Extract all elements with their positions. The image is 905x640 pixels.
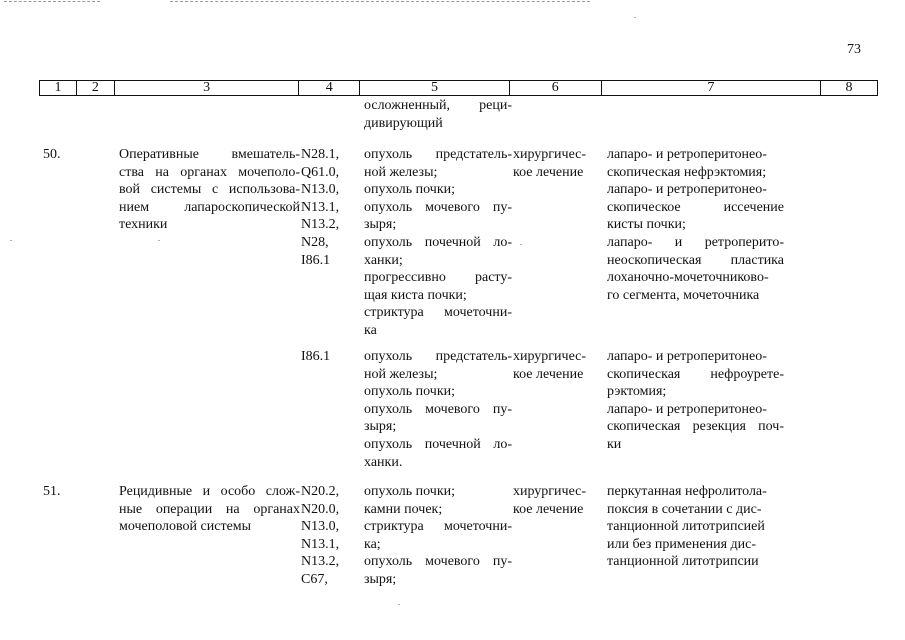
text-line: осложненный, реци- <box>364 98 512 113</box>
text-line: зыря; <box>364 571 397 587</box>
text-line: N20.2, <box>301 484 340 499</box>
scan-speck <box>158 240 160 241</box>
text-line: ка <box>364 322 377 338</box>
icd-codes <box>301 483 361 589</box>
text-line: скопическое иссечение <box>607 199 784 215</box>
scan-speck <box>634 17 636 18</box>
text-line: нием лапароскопической <box>119 199 300 215</box>
continuation-diagnoses <box>364 97 512 132</box>
text-line: камни почек; <box>364 501 443 517</box>
treatment-type <box>513 483 603 518</box>
entry-number: 51. <box>43 484 61 499</box>
treatment-method <box>607 348 784 454</box>
text-line: Q61.0, <box>301 164 340 180</box>
scan-speck <box>520 244 522 245</box>
text-line: опухоль мочевого пу- <box>364 401 512 417</box>
entry-number: 50. <box>43 147 61 162</box>
text-line: ханки; <box>364 252 403 268</box>
text-line: кое лечение <box>513 366 584 382</box>
text-line: рэктомия; <box>607 384 667 400</box>
text-line: или без применения дис- <box>607 536 757 552</box>
treatment-type <box>513 146 603 181</box>
text-line: го сегмента, мочеточника <box>607 287 760 303</box>
text-line: лапаро- и ретроперитонео- <box>607 147 767 162</box>
text-line: ства на органах мочеполо- <box>119 164 300 180</box>
text-line: перкутанная нефролитола- <box>607 484 767 499</box>
text-line: опухоль мочевого пу- <box>364 199 512 215</box>
procedure-group-name <box>119 483 300 536</box>
text-line: N28.1, <box>301 147 340 162</box>
text-line: I86.1 <box>301 252 331 268</box>
text-line: кое лечение <box>513 501 584 517</box>
scan-speck <box>10 240 12 241</box>
text-line: I86.1 <box>301 349 331 364</box>
text-line: лоханочно-мочеточниково- <box>607 270 769 286</box>
text-line: N13.0, <box>301 182 340 198</box>
text-line: стриктура мочеточни- <box>364 519 512 535</box>
text-line: лапаро- и ретроперитонео- <box>607 349 767 364</box>
text-line: кое лечение <box>513 164 584 180</box>
text-line: опухоль предстатель- <box>364 147 512 162</box>
diagnoses <box>364 146 512 340</box>
text-line: N13.2, <box>301 554 340 570</box>
header-cell: 5 <box>360 81 510 95</box>
text-line: ки <box>607 436 622 452</box>
header-cell: 2 <box>77 81 115 95</box>
text-line: скопическая резекция поч- <box>607 419 784 435</box>
scan-edge-line <box>4 1 100 2</box>
text-line: C67, <box>301 571 328 587</box>
text-line: лапаро- и ретроперито- <box>607 234 784 250</box>
scan-speck <box>398 604 400 605</box>
treatment-method <box>607 483 784 571</box>
text-line: N13.1, <box>301 199 340 215</box>
table-header-row <box>39 80 878 96</box>
text-line: прогрессивно расту- <box>364 270 512 286</box>
text-line: зыря; <box>364 217 397 233</box>
procedure-group-name <box>119 146 300 234</box>
text-line: танционной литотрипсии <box>607 554 759 570</box>
text-line: N13.1, <box>301 536 340 552</box>
text-line: скопическая нефрэктомия; <box>607 164 767 180</box>
text-line: хирургичес- <box>513 147 587 162</box>
text-line: лапаро- и ретроперитонео- <box>607 182 767 198</box>
text-line: дивирующий <box>364 115 443 131</box>
text-line: мочеполовой системы <box>119 519 252 535</box>
text-line: N13.2, <box>301 217 340 233</box>
text-line: опухоль предстатель- <box>364 349 512 364</box>
text-line: хирургичес- <box>513 349 587 364</box>
text-line: Оперативные вмешатель- <box>119 147 300 162</box>
header-cell: 7 <box>602 81 821 95</box>
text-line: скопическая нефроурете- <box>607 366 784 382</box>
header-cell: 8 <box>845 80 853 95</box>
page-number: 73 <box>847 42 861 57</box>
text-line: опухоль почечной ло- <box>364 234 512 250</box>
text-line: N20.0, <box>301 501 340 517</box>
text-line: поксия в сочетании с дис- <box>607 501 762 517</box>
header-cell: 1 <box>40 81 77 95</box>
text-line: зыря; <box>364 419 397 435</box>
header-cell: 4 <box>299 81 360 95</box>
text-line: N13.0, <box>301 519 340 535</box>
header-cell: 6 <box>510 81 602 95</box>
text-line: неоскопическая пластика <box>607 252 784 268</box>
text-line: ные операции на органах <box>119 501 300 517</box>
text-line: ной железы; <box>364 366 438 382</box>
text-line: танционной литотрипсией <box>607 519 765 535</box>
diagnoses <box>364 483 512 589</box>
scan-edge-line <box>170 1 590 2</box>
text-line: стриктура мочеточни- <box>364 305 512 321</box>
text-line: ханки. <box>364 454 403 470</box>
header-cell: 3 <box>115 81 300 95</box>
text-line: опухоль почки; <box>364 484 455 499</box>
text-line: техники <box>119 217 168 233</box>
text-line: вой системы с использова- <box>119 182 300 198</box>
text-line: опухоль почки; <box>364 384 455 400</box>
diagnoses <box>364 348 512 471</box>
text-line: опухоль мочевого пу- <box>364 554 512 570</box>
text-line: хирургичес- <box>513 484 587 499</box>
text-line: опухоль почки; <box>364 182 455 198</box>
treatment-type <box>513 348 603 383</box>
icd-codes <box>301 146 361 269</box>
text-line: щая киста почки; <box>364 287 467 303</box>
text-line: опухоль почечной ло- <box>364 436 512 452</box>
text-line: N28, <box>301 234 329 250</box>
text-line: ной железы; <box>364 164 438 180</box>
text-line: лапаро- и ретроперитонео- <box>607 401 767 417</box>
icd-codes <box>301 348 361 366</box>
treatment-method <box>607 146 784 304</box>
text-line: кисты почки; <box>607 217 686 233</box>
text-line: Рецидивные и особо слож- <box>119 484 300 499</box>
text-line: ка; <box>364 536 381 552</box>
